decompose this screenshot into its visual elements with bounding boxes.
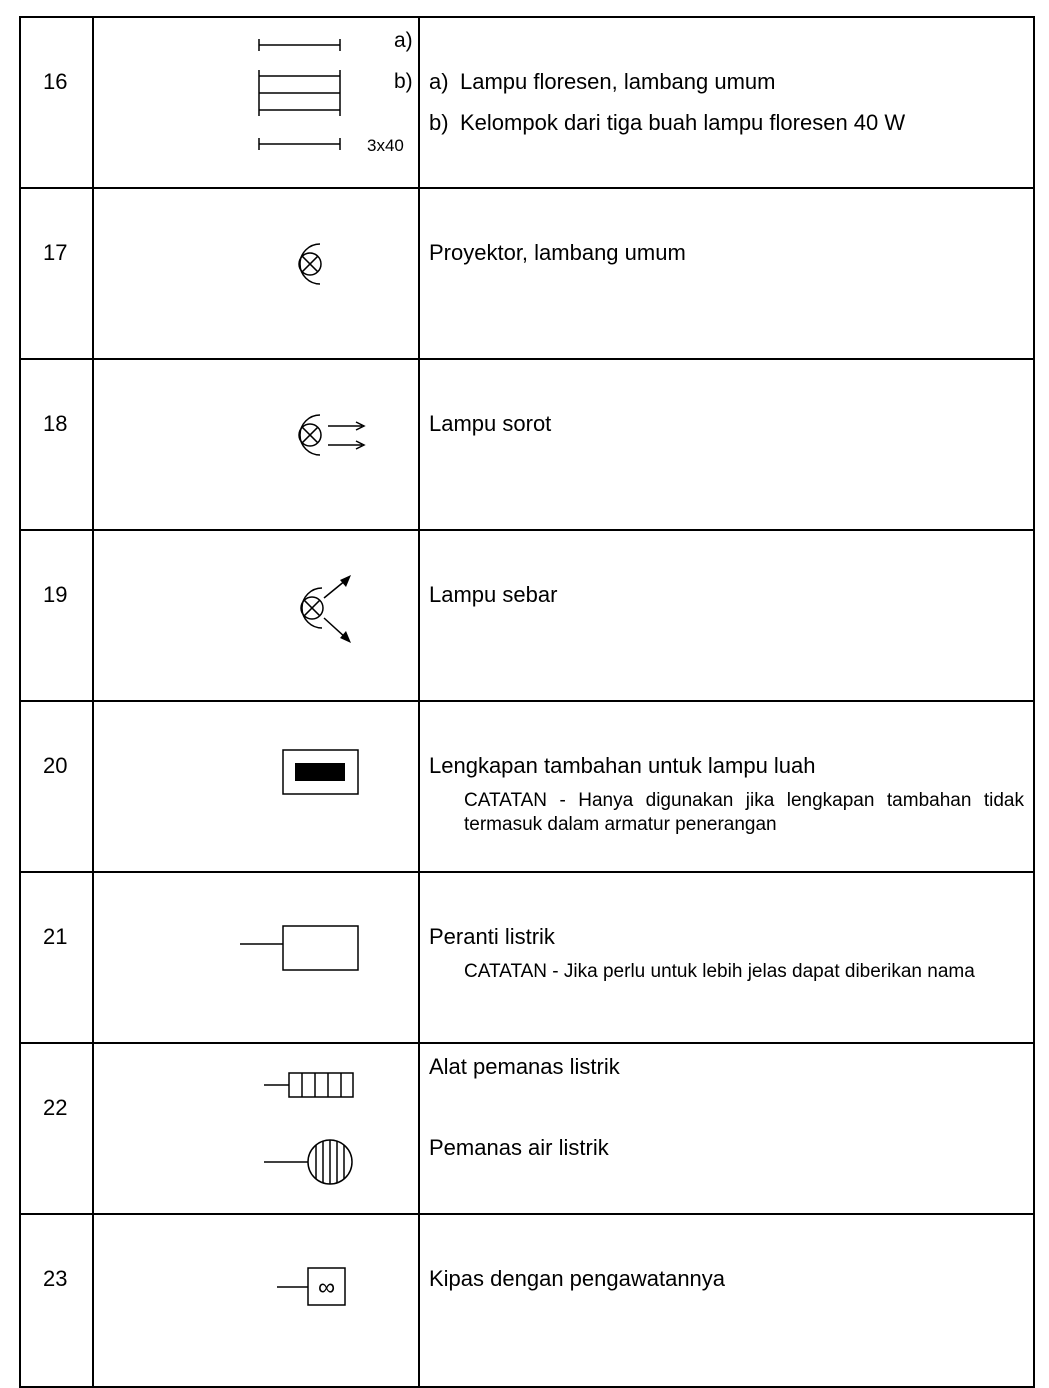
description-cell (419, 872, 1034, 1043)
description-cell (419, 1043, 1034, 1214)
description-item-a: a) Lampu floresen, lambang umum (429, 69, 776, 94)
description-text: Proyektor, lambang umum (429, 240, 686, 265)
row-number-cell (20, 188, 93, 359)
symbol-label-b: b) (394, 70, 413, 93)
description-note: CATATAN - Jika perlu untuk lebih jelas dapat diberikan nama (464, 961, 975, 982)
symbol-cell (93, 1214, 419, 1387)
symbol-cell (93, 1043, 419, 1214)
row-number: 20 (43, 753, 68, 778)
table-row (20, 1043, 1034, 1214)
description-text-water-heater: Pemanas air listrik (429, 1135, 609, 1160)
description-cell (419, 701, 1034, 872)
row-number: 16 (43, 69, 68, 94)
row-number-cell (20, 1214, 93, 1387)
projector-symbol (94, 189, 420, 353)
description-cell (419, 188, 1034, 359)
symbol-table (19, 16, 1035, 1388)
infinity-icon: ∞ (317, 1274, 336, 1301)
symbol-cell (93, 872, 419, 1043)
description-cell (419, 359, 1034, 530)
symbol-cell (93, 188, 419, 359)
row-number-cell (20, 359, 93, 530)
table-row (20, 701, 1034, 872)
row-number-cell (20, 530, 93, 701)
row-number: 23 (43, 1266, 68, 1291)
table-row (20, 1214, 1034, 1387)
table-row (20, 872, 1034, 1043)
table-row (20, 359, 1034, 530)
row-number: 21 (43, 924, 68, 949)
symbol-cell (93, 701, 419, 872)
description-text: Peranti listrik (429, 924, 555, 949)
description-item-b: b) Kelompok dari tiga buah lampu floresen 40 W (429, 110, 906, 135)
row-number: 17 (43, 240, 68, 265)
row-number-cell (20, 701, 93, 872)
ballast-symbol (94, 702, 420, 866)
description-cell (419, 1214, 1034, 1387)
row-number: 19 (43, 582, 68, 607)
heater-symbols (94, 1044, 420, 1208)
row-number-cell (20, 1043, 93, 1214)
floodlight-symbol (94, 531, 420, 695)
description-cell (419, 17, 1034, 188)
symbol-label-a: a) (394, 29, 413, 52)
description-text-heater: Alat pemanas listrik (429, 1054, 620, 1079)
row-number-cell (20, 872, 93, 1043)
symbol-cell (93, 17, 419, 188)
electrical-appliance-symbol (94, 873, 420, 1037)
description-text: Kipas dengan pengawatannya (429, 1266, 726, 1291)
spotlight-symbol (94, 360, 420, 524)
symbol-label-wattage: 3x40 (367, 136, 404, 155)
fluorescent-lamp-symbol (94, 18, 420, 182)
symbol-cell (93, 359, 419, 530)
description-note: CATATAN - Hanya digunakan jika lengkapan tambahan tidak termasuk dalam armatur penerangan (464, 790, 1024, 835)
row-number: 22 (43, 1095, 68, 1120)
description-text: Lampu sebar (429, 582, 558, 607)
table-row (20, 17, 1034, 188)
row-number-cell (20, 17, 93, 188)
row-number: 18 (43, 411, 68, 436)
symbol-cell (93, 530, 419, 701)
fan-symbol (94, 1215, 420, 1381)
table-row (20, 530, 1034, 701)
description-text: Lengkapan tambahan untuk lampu luah (429, 753, 816, 778)
description-cell (419, 530, 1034, 701)
table-row (20, 188, 1034, 359)
description-text: Lampu sorot (429, 411, 552, 436)
